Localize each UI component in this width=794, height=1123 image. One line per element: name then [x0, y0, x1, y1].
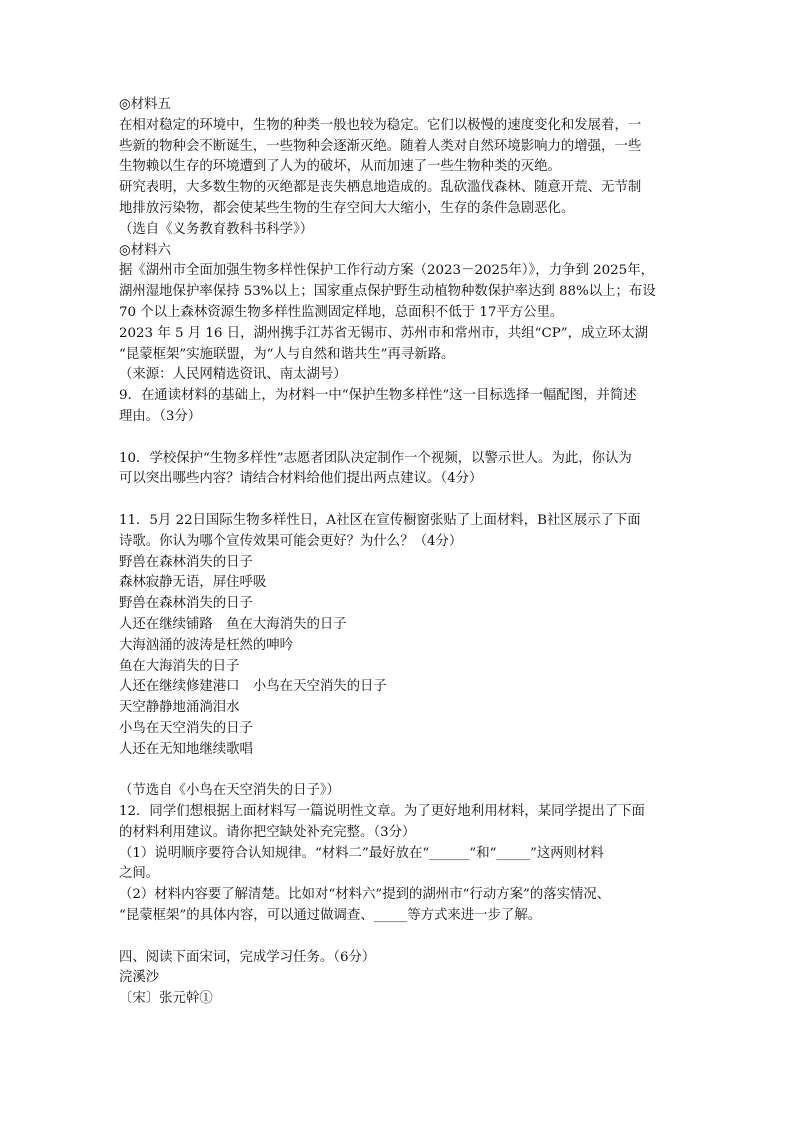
poem-line: 野兽在森林消失的日子: [119, 596, 253, 612]
poem-line: 人还在无知地继续歌唱: [119, 741, 253, 757]
material5-text-line: 地排放污染物，都会使某些生物的生存空间大大缩小，生存的条件急剧恶化。: [119, 200, 575, 216]
material5-heading: ◎材料五: [119, 97, 171, 112]
section-4-heading: 四、阅读下面宋词，完成学习任务。（6分）: [119, 949, 376, 965]
material5-text-line: 在相对稳定的环境中，生物的种类一般也较为稳定。它们以极慢的速度变化和发展着，一: [119, 117, 642, 133]
poem-line: 人还在继续修建港口 小鸟在天空消失的日子: [119, 679, 387, 695]
question-9-line: 9．在通读材料的基础上，为材料一中“保护生物多样性”这一目标选择一幅配图，并简述: [119, 388, 637, 404]
document-page: [119, 95, 679, 1010]
material6-text-line: 2023 年 5 月 16 日，湖州携手江苏省无锡市、苏州市和常州市，共组“CP”，成立环太湖: [119, 325, 648, 341]
answer-space: [119, 428, 679, 449]
material5-text-line: 生物赖以生存的环境遭到了人为的破坏，从而加速了一些生物种类的灭绝。: [119, 159, 561, 175]
poem-line: 野兽在森林消失的日子: [119, 554, 253, 570]
poem-title: 浣溪沙: [119, 970, 160, 986]
material6-text-line: 70 个以上森林资源生物多样性监测固定样地，总面积不低于 17平方公里。: [119, 304, 564, 320]
poem-line: 大海汹涌的波涛是枉然的呻吟: [119, 637, 294, 653]
poem-line: 人还在继续铺路 鱼在大海消失的日子: [119, 616, 347, 632]
question-12-line: 的材料利用建议。请你把空缺处补充完整。（3分）: [119, 824, 416, 840]
poem-line: 森林寂静无语，屏住呼吸: [119, 575, 267, 591]
poem-line: 天空静静地涌淌泪水: [119, 700, 240, 716]
question-11-line: 诗歌。你认为哪个宣传效果可能会更好？为什么？（4分）: [119, 533, 463, 549]
poem-source: （节选自《小鸟在天空消失的日子》）: [119, 783, 340, 799]
answer-space: [119, 490, 679, 511]
material6-source: （来源：人民网精选资讯、南太湖号）: [119, 367, 347, 383]
question-10-line: 可以突出哪些内容？请结合材料给他们提出两点建议。（4分）: [119, 471, 483, 487]
material6-text-line: “昆蒙框架”实施联盟，为“人与自然和谐共生”再寻新路。: [119, 346, 455, 362]
material5-source: （选自《义务教育教科书科学》）: [119, 221, 314, 237]
material6-text-line: 湖州湿地保护率保持 53%以上；国家重点保护野生动植物种数保护率达到 88%以上；布设: [119, 284, 656, 300]
poem-line: 鱼在大海消失的日子: [119, 658, 240, 674]
question-12-line: （2）材料内容要了解清楚。比如对“材料六”提到的湖州市“行动方案”的落实情况、: [119, 887, 611, 903]
poem-line: 小鸟在天空消失的日子: [119, 720, 253, 736]
question-12-line: 12．同学们想根据上面材料写一篇说明性文章。为了更好地利用材料，某同学提出了下面: [119, 804, 645, 820]
material5-text-line: 些新的物种会不断诞生，一些物种会逐渐灭绝。随着人类对自然环境影响力的增强，一些: [119, 138, 642, 154]
answer-space: [119, 927, 679, 948]
question-12-line: “昆蒙框架”的具体内容，可以通过做调查、_____等方式来进一步了解。: [119, 908, 542, 924]
material5-text-line: 研究表明，大多数生物的灭绝都是丧失栖息地造成的。乱砍滥伐森林、随意开荒、无节制: [119, 180, 642, 196]
material6-text-line: 据《湖州市全面加强生物多样性保护工作行动方案（2023－2025年）》，力争到 2025年，: [119, 263, 654, 279]
material6-heading: ◎材料六: [119, 242, 171, 258]
question-10-line: 10．学校保护“生物多样性”志愿者团队决定制作一个视频，以警示世人。为此，你认为: [119, 450, 632, 466]
question-12-line: 之间。: [119, 866, 160, 882]
poem-author: 〔宋〕张元幹①: [119, 991, 213, 1007]
spacer: [119, 761, 679, 782]
question-11-line: 11．5月 22日国际生物多样性日，A社区在宣传橱窗张贴了上面材料，B社区展示了下面: [119, 512, 641, 528]
question-9-line: 理由。（3分）: [119, 408, 202, 424]
question-12-line: （1）说明顺序要符合认知规律。“材料二”最好放在“______”和“_____”这两则材料: [119, 845, 604, 861]
